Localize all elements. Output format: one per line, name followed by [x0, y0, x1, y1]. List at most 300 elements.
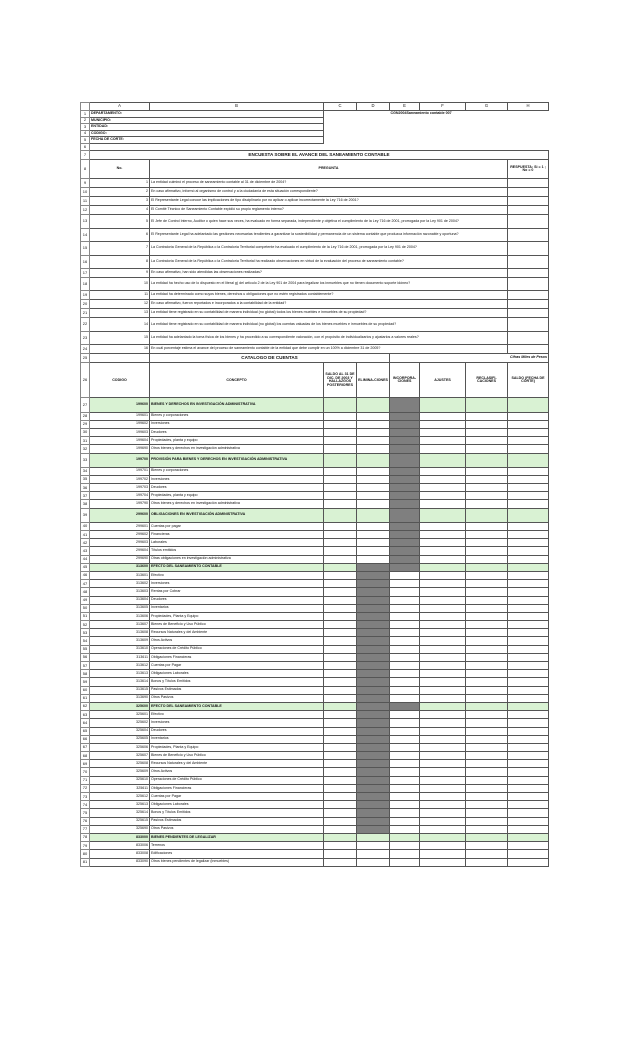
amount-cell[interactable] — [390, 727, 420, 735]
amount-cell[interactable] — [466, 612, 508, 620]
amount-cell[interactable] — [390, 596, 420, 604]
amount-cell[interactable] — [324, 437, 357, 445]
amount-cell[interactable] — [390, 445, 420, 453]
amount-cell[interactable] — [390, 817, 420, 825]
amount-cell[interactable] — [508, 580, 549, 588]
amount-cell[interactable] — [324, 711, 357, 719]
amount-cell[interactable] — [508, 694, 549, 702]
amount-cell[interactable] — [324, 563, 357, 571]
amount-cell[interactable] — [357, 629, 390, 637]
amount-cell[interactable] — [420, 793, 466, 801]
amount-cell[interactable] — [466, 588, 508, 596]
amount-cell[interactable] — [324, 793, 357, 801]
amount-cell[interactable] — [420, 596, 466, 604]
amount-cell[interactable] — [357, 645, 390, 653]
amount-cell[interactable] — [390, 711, 420, 719]
amount-cell[interactable] — [357, 670, 390, 678]
amount-cell[interactable] — [420, 492, 466, 500]
amount-cell[interactable] — [390, 563, 420, 571]
answer-cell[interactable] — [508, 188, 549, 197]
amount-cell[interactable] — [420, 484, 466, 492]
amount-cell[interactable] — [357, 437, 390, 445]
amount-cell[interactable] — [390, 629, 420, 637]
amount-cell[interactable] — [420, 768, 466, 776]
amount-cell[interactable] — [508, 670, 549, 678]
amount-cell[interactable] — [390, 833, 420, 841]
amount-cell[interactable] — [324, 752, 357, 760]
amount-cell[interactable] — [420, 637, 466, 645]
amount-cell[interactable] — [508, 629, 549, 637]
amount-cell[interactable] — [357, 760, 390, 768]
amount-cell[interactable] — [420, 588, 466, 596]
amount-cell[interactable] — [324, 604, 357, 612]
amount-cell[interactable] — [357, 743, 390, 751]
amount-cell[interactable] — [390, 437, 420, 445]
answer-cell[interactable] — [508, 300, 549, 309]
amount-cell[interactable] — [390, 743, 420, 751]
amount-cell[interactable] — [324, 662, 357, 670]
amount-cell[interactable] — [466, 719, 508, 727]
amount-cell[interactable] — [390, 694, 420, 702]
amount-cell[interactable] — [508, 850, 549, 858]
amount-cell[interactable] — [420, 719, 466, 727]
amount-cell[interactable] — [420, 621, 466, 629]
amount-cell[interactable] — [390, 735, 420, 743]
amount-cell[interactable] — [466, 670, 508, 678]
amount-cell[interactable] — [357, 555, 390, 563]
amount-cell[interactable] — [508, 445, 549, 453]
amount-cell[interactable] — [357, 612, 390, 620]
amount-cell[interactable] — [466, 784, 508, 792]
answer-cell[interactable] — [508, 277, 549, 290]
amount-cell[interactable] — [357, 398, 390, 412]
amount-cell[interactable] — [420, 776, 466, 784]
amount-cell[interactable] — [357, 445, 390, 453]
amount-cell[interactable] — [420, 825, 466, 833]
amount-cell[interactable] — [420, 580, 466, 588]
amount-cell[interactable] — [357, 809, 390, 817]
amount-cell[interactable] — [420, 678, 466, 686]
amount-cell[interactable] — [420, 420, 466, 428]
amount-cell[interactable] — [357, 768, 390, 776]
amount-cell[interactable] — [508, 621, 549, 629]
amount-cell[interactable] — [508, 776, 549, 784]
amount-cell[interactable] — [466, 817, 508, 825]
amount-cell[interactable] — [357, 453, 390, 467]
amount-cell[interactable] — [324, 735, 357, 743]
amount-cell[interactable] — [324, 743, 357, 751]
amount-cell[interactable] — [357, 686, 390, 694]
answer-cell[interactable] — [508, 228, 549, 241]
amount-cell[interactable] — [357, 522, 390, 530]
amount-cell[interactable] — [357, 752, 390, 760]
amount-cell[interactable] — [466, 500, 508, 508]
amount-cell[interactable] — [324, 801, 357, 809]
amount-cell[interactable] — [420, 547, 466, 555]
header-value-fecha[interactable] — [324, 137, 549, 144]
answer-cell[interactable] — [508, 197, 549, 206]
amount-cell[interactable] — [466, 645, 508, 653]
amount-cell[interactable] — [357, 694, 390, 702]
amount-cell[interactable] — [508, 662, 549, 670]
amount-cell[interactable] — [466, 825, 508, 833]
amount-cell[interactable] — [357, 702, 390, 710]
amount-cell[interactable] — [357, 596, 390, 604]
amount-cell[interactable] — [390, 571, 420, 579]
amount-cell[interactable] — [357, 531, 390, 539]
amount-cell[interactable] — [466, 776, 508, 784]
amount-cell[interactable] — [357, 727, 390, 735]
amount-cell[interactable] — [420, 437, 466, 445]
amount-cell[interactable] — [324, 842, 357, 850]
amount-cell[interactable] — [420, 645, 466, 653]
amount-cell[interactable] — [324, 467, 357, 475]
amount-cell[interactable] — [508, 645, 549, 653]
amount-cell[interactable] — [324, 547, 357, 555]
amount-cell[interactable] — [466, 467, 508, 475]
amount-cell[interactable] — [466, 412, 508, 420]
amount-cell[interactable] — [420, 662, 466, 670]
amount-cell[interactable] — [508, 563, 549, 571]
amount-cell[interactable] — [390, 662, 420, 670]
amount-cell[interactable] — [357, 793, 390, 801]
amount-cell[interactable] — [466, 760, 508, 768]
amount-cell[interactable] — [508, 801, 549, 809]
amount-cell[interactable] — [390, 793, 420, 801]
amount-cell[interactable] — [324, 653, 357, 661]
amount-cell[interactable] — [508, 702, 549, 710]
answer-cell[interactable] — [508, 268, 549, 277]
amount-cell[interactable] — [357, 580, 390, 588]
amount-cell[interactable] — [466, 858, 508, 866]
amount-cell[interactable] — [324, 760, 357, 768]
amount-cell[interactable] — [390, 825, 420, 833]
amount-cell[interactable] — [466, 850, 508, 858]
amount-cell[interactable] — [357, 475, 390, 483]
amount-cell[interactable] — [390, 580, 420, 588]
amount-cell[interactable] — [390, 467, 420, 475]
amount-cell[interactable] — [466, 547, 508, 555]
amount-cell[interactable] — [466, 531, 508, 539]
amount-cell[interactable] — [324, 508, 357, 522]
amount-cell[interactable] — [508, 475, 549, 483]
amount-cell[interactable] — [466, 702, 508, 710]
amount-cell[interactable] — [390, 508, 420, 522]
amount-cell[interactable] — [324, 398, 357, 412]
amount-cell[interactable] — [420, 809, 466, 817]
amount-cell[interactable] — [324, 645, 357, 653]
answer-cell[interactable] — [508, 331, 549, 344]
amount-cell[interactable] — [466, 694, 508, 702]
amount-cell[interactable] — [357, 653, 390, 661]
amount-cell[interactable] — [357, 850, 390, 858]
amount-cell[interactable] — [324, 492, 357, 500]
amount-cell[interactable] — [420, 539, 466, 547]
amount-cell[interactable] — [508, 678, 549, 686]
amount-cell[interactable] — [390, 776, 420, 784]
answer-cell[interactable] — [508, 179, 549, 188]
amount-cell[interactable] — [508, 711, 549, 719]
amount-cell[interactable] — [420, 842, 466, 850]
amount-cell[interactable] — [420, 727, 466, 735]
amount-cell[interactable] — [420, 743, 466, 751]
amount-cell[interactable] — [466, 596, 508, 604]
amount-cell[interactable] — [357, 719, 390, 727]
amount-cell[interactable] — [466, 711, 508, 719]
amount-cell[interactable] — [390, 547, 420, 555]
amount-cell[interactable] — [466, 653, 508, 661]
amount-cell[interactable] — [390, 621, 420, 629]
amount-cell[interactable] — [420, 702, 466, 710]
amount-cell[interactable] — [357, 500, 390, 508]
amount-cell[interactable] — [466, 621, 508, 629]
amount-cell[interactable] — [324, 637, 357, 645]
amount-cell[interactable] — [357, 858, 390, 866]
amount-cell[interactable] — [324, 702, 357, 710]
amount-cell[interactable] — [420, 653, 466, 661]
amount-cell[interactable] — [357, 817, 390, 825]
answer-cell[interactable] — [508, 309, 549, 318]
amount-cell[interactable] — [324, 500, 357, 508]
amount-cell[interactable] — [357, 662, 390, 670]
amount-cell[interactable] — [390, 670, 420, 678]
amount-cell[interactable] — [466, 437, 508, 445]
amount-cell[interactable] — [357, 833, 390, 841]
amount-cell[interactable] — [324, 629, 357, 637]
amount-cell[interactable] — [390, 653, 420, 661]
amount-cell[interactable] — [357, 801, 390, 809]
amount-cell[interactable] — [324, 428, 357, 436]
amount-cell[interactable] — [466, 539, 508, 547]
amount-cell[interactable] — [508, 653, 549, 661]
amount-cell[interactable] — [466, 768, 508, 776]
amount-cell[interactable] — [466, 445, 508, 453]
amount-cell[interactable] — [466, 637, 508, 645]
amount-cell[interactable] — [508, 604, 549, 612]
amount-cell[interactable] — [508, 492, 549, 500]
amount-cell[interactable] — [390, 604, 420, 612]
amount-cell[interactable] — [324, 833, 357, 841]
amount-cell[interactable] — [324, 453, 357, 467]
amount-cell[interactable] — [324, 727, 357, 735]
amount-cell[interactable] — [420, 833, 466, 841]
amount-cell[interactable] — [390, 637, 420, 645]
amount-cell[interactable] — [508, 727, 549, 735]
amount-cell[interactable] — [390, 484, 420, 492]
amount-cell[interactable] — [420, 858, 466, 866]
amount-cell[interactable] — [466, 842, 508, 850]
amount-cell[interactable] — [420, 398, 466, 412]
amount-cell[interactable] — [508, 412, 549, 420]
amount-cell[interactable] — [466, 492, 508, 500]
amount-cell[interactable] — [324, 694, 357, 702]
amount-cell[interactable] — [466, 662, 508, 670]
amount-cell[interactable] — [508, 842, 549, 850]
amount-cell[interactable] — [324, 531, 357, 539]
amount-cell[interactable] — [390, 760, 420, 768]
amount-cell[interactable] — [357, 776, 390, 784]
amount-cell[interactable] — [508, 735, 549, 743]
amount-cell[interactable] — [420, 445, 466, 453]
amount-cell[interactable] — [508, 508, 549, 522]
amount-cell[interactable] — [508, 555, 549, 563]
answer-cell[interactable] — [508, 255, 549, 268]
amount-cell[interactable] — [508, 428, 549, 436]
amount-cell[interactable] — [466, 604, 508, 612]
amount-cell[interactable] — [466, 809, 508, 817]
amount-cell[interactable] — [508, 809, 549, 817]
amount-cell[interactable] — [508, 547, 549, 555]
amount-cell[interactable] — [466, 752, 508, 760]
amount-cell[interactable] — [466, 735, 508, 743]
amount-cell[interactable] — [324, 719, 357, 727]
header-value-municipio[interactable] — [324, 117, 549, 124]
amount-cell[interactable] — [357, 508, 390, 522]
amount-cell[interactable] — [324, 412, 357, 420]
amount-cell[interactable] — [420, 752, 466, 760]
amount-cell[interactable] — [420, 686, 466, 694]
amount-cell[interactable] — [357, 604, 390, 612]
amount-cell[interactable] — [420, 563, 466, 571]
amount-cell[interactable] — [508, 500, 549, 508]
amount-cell[interactable] — [466, 743, 508, 751]
amount-cell[interactable] — [324, 522, 357, 530]
amount-cell[interactable] — [390, 809, 420, 817]
amount-cell[interactable] — [508, 743, 549, 751]
answer-cell[interactable] — [508, 318, 549, 331]
amount-cell[interactable] — [466, 801, 508, 809]
amount-cell[interactable] — [357, 571, 390, 579]
amount-cell[interactable] — [508, 596, 549, 604]
amount-cell[interactable] — [508, 793, 549, 801]
amount-cell[interactable] — [357, 637, 390, 645]
amount-cell[interactable] — [466, 580, 508, 588]
amount-cell[interactable] — [390, 801, 420, 809]
amount-cell[interactable] — [390, 453, 420, 467]
amount-cell[interactable] — [508, 760, 549, 768]
amount-cell[interactable] — [390, 686, 420, 694]
amount-cell[interactable] — [390, 858, 420, 866]
amount-cell[interactable] — [420, 475, 466, 483]
amount-cell[interactable] — [324, 612, 357, 620]
amount-cell[interactable] — [420, 531, 466, 539]
amount-cell[interactable] — [324, 784, 357, 792]
answer-cell[interactable] — [508, 242, 549, 255]
amount-cell[interactable] — [324, 571, 357, 579]
amount-cell[interactable] — [390, 768, 420, 776]
amount-cell[interactable] — [390, 588, 420, 596]
amount-cell[interactable] — [324, 809, 357, 817]
answer-cell[interactable] — [508, 345, 549, 354]
amount-cell[interactable] — [324, 858, 357, 866]
amount-cell[interactable] — [466, 398, 508, 412]
amount-cell[interactable] — [357, 467, 390, 475]
amount-cell[interactable] — [324, 475, 357, 483]
amount-cell[interactable] — [390, 612, 420, 620]
amount-cell[interactable] — [466, 686, 508, 694]
amount-cell[interactable] — [420, 500, 466, 508]
amount-cell[interactable] — [357, 563, 390, 571]
amount-cell[interactable] — [420, 850, 466, 858]
amount-cell[interactable] — [508, 484, 549, 492]
amount-cell[interactable] — [466, 475, 508, 483]
amount-cell[interactable] — [508, 539, 549, 547]
amount-cell[interactable] — [390, 522, 420, 530]
amount-cell[interactable] — [508, 752, 549, 760]
amount-cell[interactable] — [390, 398, 420, 412]
amount-cell[interactable] — [357, 588, 390, 596]
amount-cell[interactable] — [357, 842, 390, 850]
amount-cell[interactable] — [390, 645, 420, 653]
amount-cell[interactable] — [357, 547, 390, 555]
amount-cell[interactable] — [508, 453, 549, 467]
amount-cell[interactable] — [390, 842, 420, 850]
amount-cell[interactable] — [390, 492, 420, 500]
amount-cell[interactable] — [508, 817, 549, 825]
amount-cell[interactable] — [324, 596, 357, 604]
amount-cell[interactable] — [324, 580, 357, 588]
amount-cell[interactable] — [466, 571, 508, 579]
amount-cell[interactable] — [466, 420, 508, 428]
amount-cell[interactable] — [324, 686, 357, 694]
amount-cell[interactable] — [508, 833, 549, 841]
amount-cell[interactable] — [508, 784, 549, 792]
amount-cell[interactable] — [420, 604, 466, 612]
amount-cell[interactable] — [420, 555, 466, 563]
amount-cell[interactable] — [324, 445, 357, 453]
amount-cell[interactable] — [390, 500, 420, 508]
amount-cell[interactable] — [390, 420, 420, 428]
amount-cell[interactable] — [357, 621, 390, 629]
amount-cell[interactable] — [420, 735, 466, 743]
amount-cell[interactable] — [357, 412, 390, 420]
amount-cell[interactable] — [324, 825, 357, 833]
amount-cell[interactable] — [466, 428, 508, 436]
amount-cell[interactable] — [420, 571, 466, 579]
amount-cell[interactable] — [390, 475, 420, 483]
amount-cell[interactable] — [420, 694, 466, 702]
amount-cell[interactable] — [390, 412, 420, 420]
amount-cell[interactable] — [420, 612, 466, 620]
amount-cell[interactable] — [466, 453, 508, 467]
amount-cell[interactable] — [508, 612, 549, 620]
amount-cell[interactable] — [357, 678, 390, 686]
amount-cell[interactable] — [508, 588, 549, 596]
amount-cell[interactable] — [466, 629, 508, 637]
amount-cell[interactable] — [390, 555, 420, 563]
amount-cell[interactable] — [324, 768, 357, 776]
amount-cell[interactable] — [508, 686, 549, 694]
amount-cell[interactable] — [466, 678, 508, 686]
answer-cell[interactable] — [508, 291, 549, 300]
amount-cell[interactable] — [357, 420, 390, 428]
amount-cell[interactable] — [357, 484, 390, 492]
amount-cell[interactable] — [390, 784, 420, 792]
amount-cell[interactable] — [324, 484, 357, 492]
amount-cell[interactable] — [390, 719, 420, 727]
answer-cell[interactable] — [508, 215, 549, 228]
amount-cell[interactable] — [420, 522, 466, 530]
amount-cell[interactable] — [508, 398, 549, 412]
amount-cell[interactable] — [324, 621, 357, 629]
amount-cell[interactable] — [508, 637, 549, 645]
amount-cell[interactable] — [420, 629, 466, 637]
answer-cell[interactable] — [508, 206, 549, 215]
amount-cell[interactable] — [508, 858, 549, 866]
amount-cell[interactable] — [508, 467, 549, 475]
amount-cell[interactable] — [390, 678, 420, 686]
amount-cell[interactable] — [390, 428, 420, 436]
